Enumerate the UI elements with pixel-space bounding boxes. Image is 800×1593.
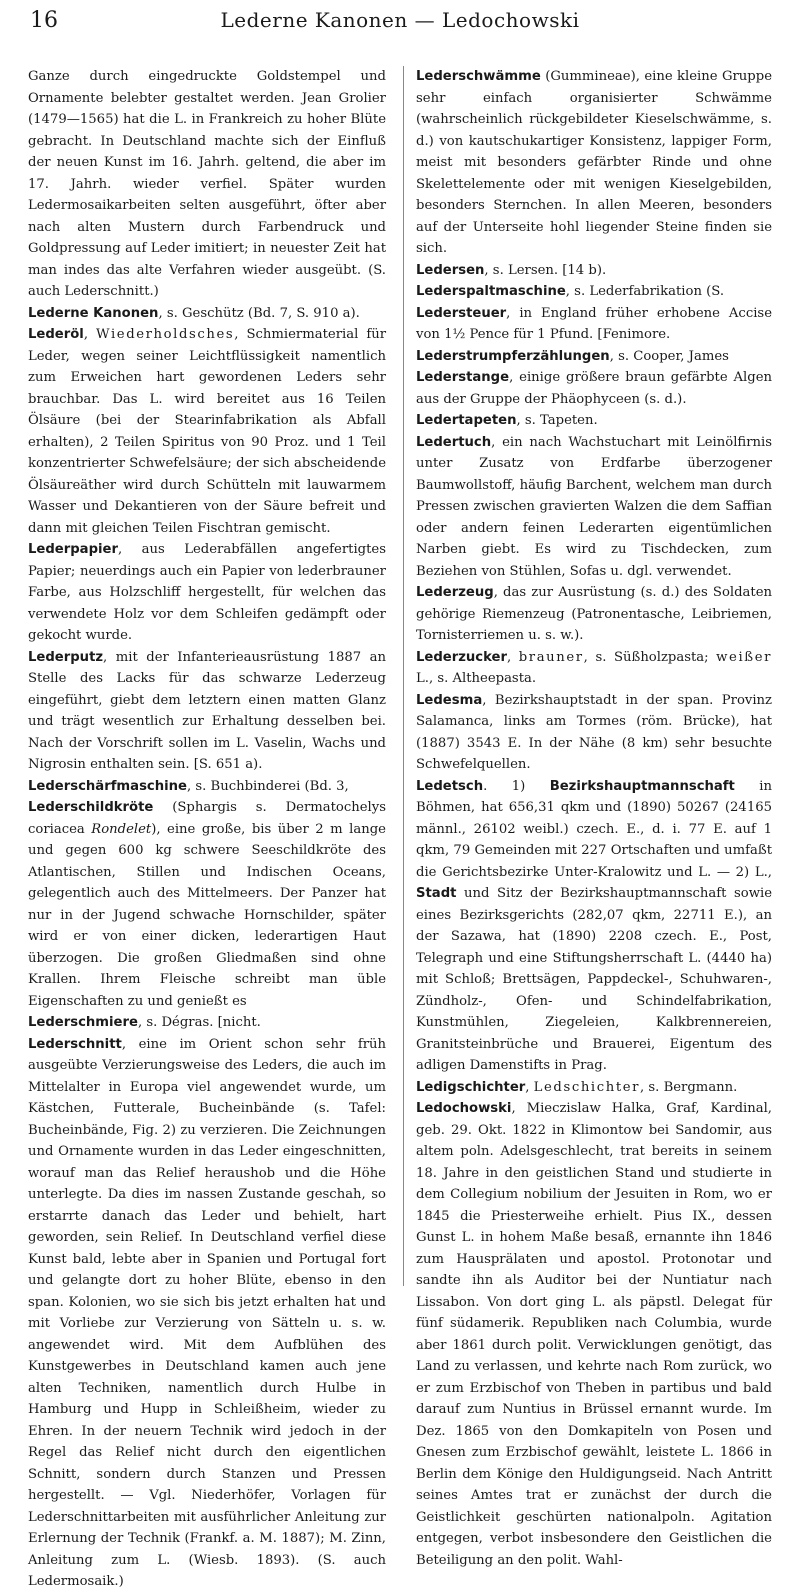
- entry-text: , Schmiermaterial für Leder, wegen seiner Leichtflüssigkeit namentlich zum Erweichen hart gewordenen Leders sehr brauchbar. Das L. wird bereitet aus 16 Teilen Ölsäure (bei der Stearinfabrikation als Abfall erhalten), 2 Teilen Spiritus von 90 Proz. und 1 Teil konzentrierter Schwefelsäure; der sich abscheidende Ölsäureäther wird durch Schütteln mit lauwarmem Wasser und Dekantieren von der Säure befreit und dann mit gleichen Teilen Fischtran gemischt.: [28, 327, 386, 536]
- entry-headword: Lederpapier: [28, 542, 118, 557]
- entry-headword: Ledigschichter: [416, 1079, 526, 1095]
- left-column: [28, 66, 386, 1593]
- entry-text: , s. Buchbinderei (Bd. 3,: [186, 778, 349, 794]
- entry-text: , eine im Orient schon sehr früh ausgeübte Verzierungsweise des Leders, die auch im Mittelalter in Europa viel angewendet wurde, um Kästchen, Futterale, Bucheinbände (s. Tafel: Bucheinbände, Fig. 2) zu verzieren. Die Zeichnungen und Ornamente wurden in das Leder eingeschnitten, worauf man das Relief heraushob und die Höhe unterlegte. Da dies im nassen Zustande geschah, so erstarrte danach das Leder und behielt, hart geworden, sein Relief. In Deutschland verfiel diese Kunst bald, lebte aber in Spanien und Portugal fort und gelangte dort zu hoher Blüte, ebenso in den span. Kolonien, wo sie sich bis jetzt erhalten hat und mit Vorliebe zur Verzierung von Sätteln u. s. w. angewendet wird. Mit dem Aufblühen des Kunstgewerbes in Deutschland kamen auch jene alten Techniken, namentlich durch Hulbe in Hamburg und Hupp in Schleißheim, wieder zu Ehren. In der neuern Technik wird jedoch in der Regel das Relief nicht durch den eigentlichen Schnitt, sondern durch Stanzen und Pressen hergestellt. — Vgl. Niederhöfer, Vorlagen für Lederschnittarbeiten mit ausführlicher Anleitung zur Erlernung der Technik (Frankf. a. M. 1887); M. Zinn, Anleitung zum L. (Wiesb. 1893). (S. auch Ledermosaik.): [28, 1036, 386, 1589]
- entry-headword: Ledochowski: [416, 1101, 512, 1116]
- entry-headword: Lederputz: [28, 649, 104, 665]
- entry-text: , s. Lederfabrikation (S.: [565, 284, 725, 299]
- entry-headword: Lederöl: [28, 327, 84, 342]
- entry-headword: Ledertuch: [416, 434, 492, 450]
- entry-headword: Lederzeug: [416, 585, 494, 600]
- dictionary-entry: [28, 539, 386, 647]
- page-number: 16: [30, 8, 58, 33]
- entry-text: , s. Geschütz (Bd. 7, S. 910 a).: [158, 305, 360, 321]
- entry-text: Ledschichter: [533, 1079, 641, 1095]
- entry-headword: Ledersen: [416, 262, 485, 278]
- dictionary-entry: [28, 647, 386, 776]
- entry-headword: Lederne Kanonen: [28, 305, 159, 321]
- entry-headword: Ledersteuer: [416, 305, 507, 321]
- entry-text: , mit der Infanterieausrüstung 1887 an Stelle des Lacks für das schwarze Lederzeug eingeführt, giebt dem letztern einen matten Glanz und trägt wesentlich zur Erhaltung desselben bei. Nach der Vorschrift sollen im L. Vaselin, Wachs und Nigrosin enthalten sein. [S. 651 a).: [28, 649, 386, 772]
- entry-text: und Sitz der Bezirkshauptmannschaft sowie eines Bezirksgerichts (282,07 qkm, 22711 E.), an der Sazawa, hat (1890) 2208 czech. E., Post, Telegraph und eine Stiftungsherrschaft L. (4440 ha) mit Schloß; Brettsägen, Pappdeckel-, Schuhwaren-, Zündholz-, Ofen- und Schindelfabrikation, Kunstmühlen, Ziegeleien, Kalkbrennereien, Granitsteinbrüche und Brauerei, Eigentum des adligen Damenstifts in Prag.: [416, 886, 772, 1073]
- dictionary-entry: [28, 776, 386, 798]
- entry-headword: Lederstrumpferzählungen: [416, 348, 610, 364]
- dictionary-entry: [28, 797, 386, 1012]
- entry-headword: Lederschildkröte: [28, 800, 154, 815]
- entry-text: weißer: [716, 649, 772, 665]
- entry-text: ), eine große, bis über 2 m lange und gegen 600 kg schwere Seeschildkröte des Atlantischen, Stillen und Indischen Oceans, gelegentlich auch des Mittelmeers. Der Panzer hat nur in der Jugend schwache Hornschilder, später wird er von einer dicken, lederartigen Haut überzogen. Die großen Gliedmaßen sind ohne Krallen. Ihrem Fleische schreibt man üble Eigenschaften zu und genießt es: [28, 821, 386, 1009]
- entry-headword: Ledertapeten: [416, 413, 517, 428]
- entry-text: L., s. Altheepasta.: [416, 671, 537, 686]
- dictionary-entry: [416, 281, 772, 303]
- dictionary-entry: [28, 66, 386, 303]
- dictionary-entry: [28, 1034, 386, 1593]
- dictionary-entry: [416, 346, 772, 368]
- dictionary-entry: [28, 1012, 386, 1034]
- entry-text: , das zur Ausrüstung (s. d.) des Soldaten gehörige Riemenzeug (Patronentasche, Leibriemen, Tornisterriemen u. s. w.).: [416, 585, 772, 643]
- dictionary-entry: [416, 647, 772, 690]
- entry-text: , s. Lersen. [14 b).: [484, 262, 607, 278]
- dictionary-entry: [28, 303, 386, 325]
- dictionary-entry: [416, 260, 772, 282]
- entry-text: , Mieczislaw Halka, Graf, Kardinal, geb. 29. Okt. 1822 in Klimontow bei Sandomir, aus altem poln. Adelsgeschlecht, trat bereits in seinem 18. Jahre in den geistlichen Stand und studierte in dem Collegium nobilium der Jesuiten in Rom, wo er 1845 die Priesterweihe erhielt. Pius IX., dessen Gunst L. in hohem Maße besaß, ernannte ihn 1846 zum Hausprälaten und apostol. Protonotar und sandte ihn als Auditor bei der Nuntiatur nach Lissabon. Von dort ging L. als päpstl. Delegat für fünf südamerik. Republiken nach Columbia, wurde aber 1861 durch polit. Verwicklungen genötigt, das Land zu verlassen, und kehrte nach Rom zurück, wo er zum Erzbischof von Theben in partibus und bald darauf zum Nuntius in Brüssel ernannt wurde. Im Dez. 1865 von den Domkapiteln von Posen und Gnesen zum Erzbischof gewählt, leistete L. 1866 in Berlin dem Könige den Huldigungseid. Nach Antritt seines Amtes trat er zunächst der durch die Geistlichkeit geschürten nationalpoln. Agitation entgegen, verbot insbesondere den Geistlichen die Beteiligung an den polit. Wahl-: [416, 1101, 772, 1568]
- dictionary-entry: [416, 582, 772, 647]
- entry-text: in Böhmen, hat 656,31 qkm und (1890) 50267 (24165 männl., 26102 weibl.) czech. E., d. i. 77 E. auf 1 qkm, 79 Gemeinden mit 227 Ortschaften und umfaßt die Gerichtsbezirke Unter-Kralowitz und L. — 2) L.,: [416, 778, 772, 880]
- dictionary-entry: [416, 432, 772, 583]
- entry-text: , s. Bergmann.: [640, 1079, 738, 1095]
- entry-text: Ganze durch eingedruckte Goldstempel und Ornamente belebter gestaltet werden. Jean Grolier (1479—1565) hat die L. in Frankreich zu hoher Blüte gebracht. In Deutschland machte sich der Einfluß der neuen Kunst im 16. Jahrh. geltend, die aber im 17. Jahrh. wieder verfiel. Später wurden Ledermosaikarbeiten selten ausgeführt, öfter aber nach alten Mustern durch Farbendruck und Goldpressung auf Leder imitiert; in neuester Zeit hat man indes das alte Verfahren wieder ausgeübt. (S. auch Lederschnitt.): [28, 69, 386, 299]
- entry-text: (Sphargis s. Dermatochelys coriacea: [28, 800, 386, 837]
- entry-text: , aus Lederabfällen angefertigtes Papier; neuerdings auch ein Papier von lederbrauner Farbe, aus Holzschliff hergestellt, für welchen das verwendete Holz vor dem Schleifen gedämpft oder gekocht wurde.: [28, 542, 386, 643]
- dictionary-entry: [416, 690, 772, 776]
- dictionary-entry: [416, 367, 772, 410]
- entry-text: , s. Süßholzpasta;: [583, 649, 717, 665]
- dictionary-entry: [416, 776, 772, 1077]
- entry-text: , Bezirkshauptstadt in der span. Provinz Salamanca, links am Tormes (röm. Brücke), hat (1887) 3543 E. In der Nähe (8 km) sehr besuchte Schwefelquellen.: [416, 692, 772, 772]
- right-column: [416, 66, 772, 1571]
- entry-text: brauner: [518, 649, 584, 665]
- entry-text: ,: [506, 649, 519, 665]
- entry-headword: Lederschmiere: [28, 1015, 138, 1030]
- entry-headword: Stadt: [416, 886, 457, 901]
- entry-text: , s. Tapeten.: [516, 413, 598, 428]
- entry-text: Rondelet: [91, 821, 152, 837]
- entry-headword: Lederstange: [416, 370, 510, 385]
- dictionary-entry: [416, 410, 772, 432]
- dictionary-entry: [28, 324, 386, 539]
- entry-headword: Lederspaltmaschine: [416, 284, 566, 299]
- entry-text: , s. Dégras. [nicht.: [137, 1015, 261, 1030]
- dictionary-entry: [416, 1077, 772, 1099]
- entry-headword: Bezirkshauptmannschaft: [549, 778, 735, 794]
- page-header: [30, 8, 770, 42]
- entry-headword: Ledesma: [416, 692, 483, 708]
- entry-headword: Lederschwämme: [416, 69, 541, 84]
- entry-headword: Ledetsch: [416, 778, 484, 794]
- dictionary-entry: [416, 1098, 772, 1571]
- dictionary-entry: [416, 66, 772, 260]
- entry-text: . 1): [483, 778, 550, 794]
- entry-headword: Lederschärfmaschine: [28, 778, 187, 794]
- entry-text: , ein nach Wachstuchart mit Leinölfirnis unter Zusatz von Erdfarbe überzogener Baumwollstoff, häufig Barchent, welchem man durch Pressen zwischen gravierten Walzen die dem Saffian oder andern feinen Lederarten eigentümlichen Narben giebt. Es wird zu Tischdecken, zum Beziehen von Stühlen, Sofas u. dgl. verwendet.: [416, 434, 772, 579]
- entry-text: Wiederholdsches: [96, 327, 235, 342]
- dictionary-entry: [416, 303, 772, 346]
- entry-headword: Lederzucker: [416, 649, 507, 665]
- entry-text: , in England früher erhobene Accise von 1½ Pence für 1 Pfund. [Fenimore.: [416, 305, 772, 342]
- column-divider: [403, 66, 404, 1286]
- entry-headword: Lederschnitt: [28, 1036, 122, 1052]
- entry-text: ,: [83, 327, 97, 342]
- entry-text: (Gummineae), eine kleine Gruppe sehr einfach organisierter Schwämme (wahrscheinlich rückgebildeter Kieselschwämme, s. d.) von kautschukartiger Konsistenz, lappiger Form, meist mit besonders gefärbter Rinde und ohne Skelettelemente oder mit wenigen Kieselgebilden, besonders Sternchen. In allen Meeren, besonders auf der Unterseite hohl liegender Steine finden sie sich.: [416, 69, 772, 256]
- entry-text: , einige größere braun gefärbte Algen aus der Gruppe der Phäophyceen (s. d.).: [416, 370, 772, 407]
- entry-text: , s. Cooper, James: [609, 348, 729, 364]
- entry-text: ,: [525, 1079, 534, 1095]
- running-head: Lederne Kanonen — Ledochowski: [220, 8, 580, 32]
